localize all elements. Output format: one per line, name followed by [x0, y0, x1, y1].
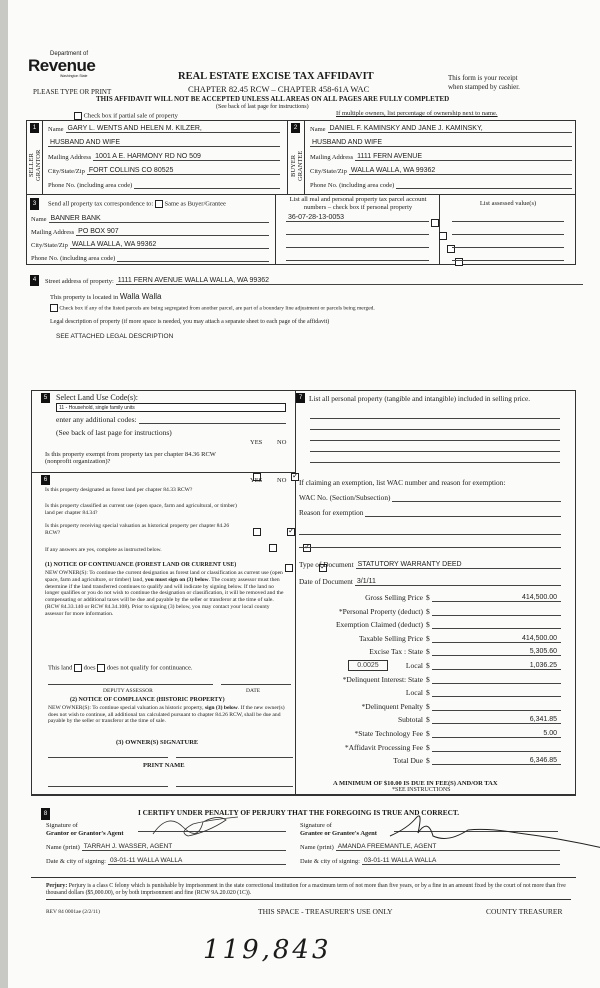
currency-symbol: $ [426, 729, 430, 738]
grantee-date-field[interactable] [362, 856, 560, 865]
currency-symbol: $ [426, 593, 430, 602]
logo-main-text: Revenue [28, 56, 96, 75]
print-name-line-2[interactable] [176, 786, 293, 787]
grantor-name-label: Name (print) [46, 844, 80, 851]
corr-city-label: City/State/Zip [31, 242, 68, 249]
exemption-label: If claiming an exemption, list WAC number and reason for exemption: [299, 478, 506, 487]
located-in-value: Walla Walla [119, 292, 162, 301]
county-treasurer-label: COUNTY TREASURER [486, 907, 563, 916]
corr-mailing-value: PO BOX 907 [78, 228, 119, 235]
amount-field[interactable] [432, 647, 561, 656]
currency-symbol: $ [426, 701, 430, 711]
perjury-bold: Perjury: [46, 883, 68, 889]
correspondence-label: Send all property tax correspondence to: [48, 200, 154, 208]
buyer-name-field[interactable] [328, 124, 572, 133]
amount-row [291, 715, 561, 724]
reason-line[interactable] [299, 547, 561, 548]
amount-value: 414,500.00 [521, 634, 557, 642]
amount-field[interactable] [432, 743, 561, 752]
logo-sub-text: Washington State [60, 74, 88, 78]
amount-field[interactable] [432, 620, 561, 629]
amount-field[interactable] [432, 756, 561, 765]
amount-value: 1,036.25 [529, 662, 557, 669]
parcels-header [278, 196, 438, 212]
section-number-7: 7 [296, 393, 305, 403]
reason-line[interactable] [299, 534, 561, 535]
amount-row [291, 634, 561, 643]
buyer-phone-field[interactable] [396, 180, 572, 189]
partial-sale-checkbox[interactable] [74, 112, 82, 120]
doc-date-value: 3/1/11 [356, 578, 376, 585]
assessed-header: List assessed value(s) [479, 200, 537, 207]
buyer-mailing-label: Mailing Address [310, 154, 354, 161]
land-use-select[interactable]: 11 - Household, single family units [56, 403, 286, 412]
notice1-bold: you must sign on (3) below [145, 576, 209, 583]
grantor-date-label: Date & city of signing: [46, 858, 106, 865]
notice1-text-b: . The county assessor must then determine if the land transferred continues to qualify and will indicate by signing below. If the land no longer qualifies or you do not wish to continue the designation or classification, it will be removed and the compensating or additional taxes will be due and payable by the seller or transferor at the time of sale. (RCW 84.33.140 or RCW 84.34.108). Prior to signing (3) below, you may contact your local county assessor for more information. [45, 576, 284, 617]
amount-label: Taxable Selling Price [358, 633, 423, 643]
parcel-row [286, 239, 429, 248]
no-header: NO [277, 439, 287, 446]
corr-mailing-row [31, 227, 269, 236]
assessor-date-label: DATE [246, 688, 261, 694]
grantee-name-value: AMANDA FREEMANTLE, AGENT [337, 843, 437, 850]
owner-signature-line-1[interactable] [48, 757, 168, 758]
grantee-name-row [300, 842, 560, 851]
seller-name-row [48, 124, 280, 133]
amount-row [291, 647, 561, 656]
yes-header: YES [250, 477, 263, 484]
seller-name-field-2[interactable] [48, 138, 280, 147]
receipt-note-line-2: when stamped by cashier. [448, 83, 520, 91]
deputy-assessor-label: DEPUTY ASSESSOR [103, 688, 153, 694]
currency-symbol: $ [426, 647, 430, 657]
currency-symbol: $ [426, 742, 430, 752]
receipt-note [448, 74, 520, 92]
divider [31, 795, 576, 796]
amount-row [291, 688, 561, 697]
parcel-number-field[interactable] [286, 239, 429, 248]
nonprofit-exempt-no-checkbox[interactable] [291, 473, 299, 481]
notice-continuance-title: (1) NOTICE OF CONTINUANCE (FOREST LAND OR CURRENT USE) [45, 562, 237, 568]
land-use-label: Select Land Use Code(s): [56, 393, 138, 402]
section-number-5: 5 [41, 393, 50, 403]
currency-symbol: $ [426, 756, 430, 766]
reason-row [299, 508, 561, 517]
grantor-date-value: 03-01-11 WALLA WALLA [109, 857, 183, 864]
section6-yes-checkbox[interactable] [269, 544, 277, 552]
affidavit-page [8, 0, 600, 988]
street-address-field[interactable] [116, 276, 583, 285]
amount-field[interactable] [432, 702, 561, 711]
seller-label: SELLER [28, 153, 35, 178]
certify-statement: I CERTIFY UNDER PENALTY OF PERJURY THAT THE FOREGOING IS TRUE AND CORRECT. [138, 808, 460, 817]
amount-field[interactable] [432, 715, 561, 724]
seller-city-label: City/State/Zip [48, 168, 85, 175]
doc-date-field[interactable] [355, 577, 561, 586]
assessed-value-row [452, 213, 564, 222]
corr-mailing-label: Mailing Address [31, 229, 75, 236]
corr-phone-label: Phone No. (including area code) [31, 255, 116, 262]
see-instructions-note: *SEE INSTRUCTIONS [392, 787, 451, 793]
parcel-row [286, 213, 429, 222]
amount-field[interactable] [432, 593, 561, 602]
perjury-note [46, 883, 571, 900]
amount-value: 5,305.60 [529, 648, 557, 656]
receipt-note-line-1: This form is your receipt [448, 74, 518, 82]
currency-symbol: $ [426, 674, 430, 684]
seller-mailing-value: 1001 A E. HARMONY RD NO 509 [95, 153, 201, 160]
same-as-buyer-label: Same as Buyer/Grantee [164, 200, 226, 208]
amount-label: Local [405, 688, 423, 698]
corr-name-label: Name [31, 216, 47, 223]
amount-label: *State Technology Fee [354, 729, 423, 738]
notice2-bold: sign (3) below [204, 705, 238, 711]
notice2-text-a: NEW OWNER(S): To continue special valuation as historic property, [48, 705, 205, 711]
section6-question: Is this property designated as forest land per chapter 84.33 RCW? [45, 487, 193, 493]
grantor-name-row [46, 842, 286, 851]
parcel-number-field[interactable] [286, 226, 429, 235]
section6-question: Is this property classified as current use (open space, farm and agricultural, or timber) land per chapter 84.34? [45, 503, 237, 516]
qualify-row [48, 664, 193, 672]
section6-yes-checkbox[interactable] [285, 564, 293, 572]
form-chapter: CHAPTER 82.45 RCW – CHAPTER 458-61A WAC [188, 84, 370, 94]
amount-field[interactable] [432, 661, 561, 670]
form-revision: REV 84 0001ae (2/2/11) [46, 909, 100, 915]
treasurer-space-label: THIS SPACE - TREASURER'S USE ONLY [258, 907, 393, 916]
form-title: REAL ESTATE EXCISE TAX AFFIDAVIT [178, 71, 374, 82]
personal-property-line[interactable] [310, 418, 560, 419]
deputy-assessor-line[interactable] [48, 684, 213, 685]
amount-value: 5.00 [543, 730, 557, 737]
buyer-city-row [310, 166, 572, 175]
seller-city-field[interactable] [87, 166, 280, 175]
amount-label: Excise Tax : State [369, 647, 423, 657]
section6-no-checkbox[interactable] [303, 544, 311, 552]
grantee-name-label: Name (print) [300, 844, 334, 851]
buyer-name-value: DANIEL F. KAMINSKY AND JANE J. KAMINSKY, [329, 125, 483, 132]
grantor-date-field[interactable] [108, 856, 286, 865]
section-number-6: 6 [41, 475, 50, 485]
buyer-name-field-2[interactable] [310, 138, 572, 147]
amount-label: Gross Selling Price [365, 593, 423, 602]
street-address-row [45, 276, 583, 285]
grantor-date-row [46, 856, 286, 865]
grantee-date-row [300, 856, 560, 865]
same-as-buyer-checkbox[interactable] [155, 200, 163, 208]
currency-symbol: $ [426, 661, 430, 670]
personal-property-line[interactable] [310, 440, 560, 441]
amount-row [291, 593, 561, 602]
notice-compliance-title: (2) NOTICE OF COMPLIANCE (HISTORIC PROPERTY) [70, 697, 225, 703]
amount-value: 6,341.85 [529, 716, 557, 724]
no-header: NO [277, 477, 287, 484]
local-rate-field[interactable]: 0.0025 [348, 660, 388, 671]
buyer-name-row [310, 124, 572, 133]
grantor-signature [148, 812, 248, 842]
seller-mailing-field[interactable] [93, 152, 280, 161]
corr-name-value: BANNER BANK [50, 215, 101, 222]
currency-symbol: $ [426, 606, 430, 616]
grantee-date-value: 03-01-11 WALLA WALLA [363, 857, 437, 864]
amount-label: Local [405, 661, 423, 670]
seller-name-value-2: HUSBAND AND WIFE [50, 139, 121, 146]
does-label: does [83, 664, 96, 672]
minimum-due-note: A MINIMUM OF $10.00 IS DUE IN FEE(S) AND/OR TAX [333, 780, 498, 787]
assessed-value-field[interactable] [452, 252, 564, 261]
doc-type-row [299, 560, 561, 569]
doc-type-label: Type of Document [299, 560, 354, 569]
street-address-value: 1111 FERN AVENUE WALLA WALLA, WA 99362 [117, 277, 269, 284]
assessed-value-row [452, 226, 564, 235]
section-number-8: 8 [41, 808, 50, 820]
buyer-mailing-row [310, 152, 572, 161]
buyer-city-label: City/State/Zip [310, 168, 347, 175]
seller-mailing-row [48, 152, 280, 161]
seller-city-row [48, 166, 280, 175]
doc-date-label: Date of Document [299, 577, 353, 586]
parcel-number-field[interactable] [286, 213, 429, 222]
reason-label: Reason for exemption [299, 508, 364, 517]
grantee-sig-label-1: Signature of [300, 822, 332, 829]
divider [31, 877, 576, 878]
additional-codes-field[interactable] [139, 415, 286, 424]
amount-label: Exemption Claimed (deduct) [335, 620, 423, 630]
amount-row [291, 675, 561, 684]
section6-no-checkbox[interactable] [287, 528, 295, 536]
partial-sale-row [74, 112, 178, 120]
located-in-label: This property is located in [50, 294, 119, 301]
seller-name-field[interactable] [66, 124, 280, 133]
amount-row [291, 607, 561, 616]
personal-property-label: List all personal property (tangible and intangible) included in selling price. [309, 394, 531, 403]
partial-sale-label: Check box if partial sale of property [83, 112, 178, 120]
print-name-line-1[interactable] [48, 786, 168, 787]
assessed-value-row [452, 239, 564, 248]
notice-continuance-text [45, 570, 285, 618]
perjury-text: Perjury is a class C felony which is punishable by imprisonment in the state correctional institution for a maximum term of not more than five years, or by a fine in an amount fixed by the court of not more than five thousand dollars ($5,000.00), or by both imprisonment and fine (RCW 9A.20.020 (1C)). [46, 883, 566, 896]
amount-label: *Affidavit Processing Fee [344, 742, 423, 752]
corr-name-field[interactable] [49, 214, 269, 223]
section6-question: Is this property receiving special valuation as historical property per chapter 84.26 RCW? [45, 523, 230, 536]
parcel-number-value: 36-07-28-13-0053 [288, 214, 345, 221]
divider [275, 194, 276, 265]
personal-property-line[interactable] [310, 429, 560, 430]
see-back-note: (See back of last page for instructions) [216, 104, 309, 110]
corr-phone-row [31, 253, 269, 262]
buyer-mailing-value: 1111 FERN AVENUE [357, 153, 422, 160]
personal-property-checkbox[interactable] [439, 232, 447, 240]
corr-name-row [31, 214, 269, 223]
completion-warning: THIS AFFIDAVIT WILL NOT BE ACCEPTED UNLESS ALL AREAS ON ALL PAGES ARE FULLY COMPLETED [96, 95, 450, 103]
legal-description-label: Legal description of property (if more space is needed, you may attach a separate sheet to each page of the affidavit) [50, 319, 330, 325]
located-in-row [50, 292, 162, 301]
wac-label: WAC No. (Section/Subsection) [299, 493, 391, 502]
additional-codes-label: enter any additional codes: [56, 415, 137, 424]
notice1-text-a: NEW OWNER(S): To continue the current designation as forest land or classification as current use (open space, farm and agriculture, or timber) land, [45, 570, 283, 583]
nonprofit-exempt-question: Is this property exempt from property tax per chapter 84.36 RCW (nonprofit organization)? [45, 451, 216, 465]
grantor-name-value: TARRAH J. WASSER, AGENT [83, 843, 173, 850]
reason-field[interactable] [365, 508, 561, 517]
amount-row [323, 661, 561, 670]
section-number-1: 1 [30, 123, 39, 133]
seller-side-label [28, 138, 42, 193]
corr-phone-field[interactable] [117, 253, 269, 262]
doc-type-value: STATUTORY WARRANTY DEED [357, 561, 462, 568]
buyer-name-value-2: HUSBAND AND WIFE [312, 139, 383, 146]
section-number-2: 2 [291, 123, 300, 133]
grantee-sig-label [300, 822, 377, 838]
this-land-label: This land [48, 664, 73, 672]
currency-symbol: $ [426, 688, 430, 698]
currency-symbol: $ [426, 715, 430, 725]
personal-property-checkbox[interactable] [431, 219, 439, 227]
amount-row [291, 729, 561, 738]
personal-property-line[interactable] [310, 451, 560, 452]
seller-phone-label: Phone No. (including area code) [48, 182, 133, 189]
buyer-city-field[interactable] [349, 166, 572, 175]
divider [31, 472, 296, 473]
corr-mailing-field[interactable] [76, 227, 269, 236]
corr-city-row [31, 240, 269, 249]
corr-city-field[interactable] [70, 240, 269, 249]
yes-header: YES [250, 439, 263, 446]
parcels-header-line-2: numbers – check box if personal property [303, 204, 413, 211]
amount-label: *Delinquent Interest: State [342, 674, 423, 684]
seller-name-label: Name [48, 126, 64, 133]
street-address-label: Street address of property: [45, 278, 114, 285]
does-not-label: does not [106, 664, 129, 672]
currency-symbol: $ [426, 620, 430, 630]
handwritten-receipt-number: 119,843 [203, 935, 332, 965]
assessed-value-row [452, 252, 564, 261]
grantee-label: GRANTEE [297, 150, 304, 182]
owner-signature-line-2[interactable] [176, 757, 293, 758]
segregated-row [50, 304, 375, 312]
notice-compliance-text [48, 705, 288, 725]
assessed-value-field[interactable] [452, 226, 564, 235]
owner-signature-label: (3) OWNER(S) SIGNATURE [116, 739, 199, 746]
amount-field[interactable] [432, 634, 561, 643]
logo-top-text: Department of [50, 51, 89, 57]
grantor-sig-label-1: Signature of [46, 822, 78, 829]
scan-edge [0, 0, 8, 988]
amount-field[interactable] [432, 607, 561, 616]
assessed-value-field[interactable] [452, 239, 564, 248]
section-number-4: 4 [30, 275, 39, 286]
segregated-checkbox[interactable] [50, 304, 58, 312]
amount-field[interactable] [432, 688, 561, 697]
correspondence-header [48, 200, 226, 208]
section6-yes-checkbox[interactable] [253, 528, 261, 536]
notice2-text-b: . If the new owner(s) does not wish to continue, all additional tax calculated pursuant to chapter 84.26 RCW, shall be due and payable by the seller or transferor at the time of sale. [48, 705, 285, 724]
buyer-name-label: Name [310, 126, 326, 133]
print-name-label: PRINT NAME [143, 762, 185, 769]
grantor-label: GRANTOR [35, 149, 42, 182]
qualify-label: qualify for continuance. [130, 664, 193, 672]
seller-name-row-2 [48, 138, 280, 147]
assessor-date-line[interactable] [221, 684, 291, 685]
amount-row [291, 702, 561, 711]
parcels-header-line-1: List all real and personal property tax parcel account [289, 196, 427, 203]
amount-value: 6,346.85 [529, 757, 557, 765]
grantee-name-field[interactable] [336, 842, 560, 851]
wac-row [299, 493, 561, 502]
amount-label: *Delinquent Penalty [361, 701, 423, 711]
grantee-sig-label-2: Grantee or Grantee's Agent [300, 830, 377, 837]
personal-property-line[interactable] [310, 462, 560, 463]
segregated-label: Check box if any of the listed parcels are being segregated from another parcel, are part of a boundary line adjustment or parcels being merged. [59, 305, 375, 312]
grantor-sig-label [46, 822, 124, 838]
amount-row [291, 620, 561, 629]
amount-row [291, 756, 561, 765]
land-use-see-back: (See back of last page for instructions) [56, 428, 172, 437]
does-not-qualify-checkbox[interactable] [97, 664, 105, 672]
does-qualify-checkbox[interactable] [74, 664, 82, 672]
section-number-3: 3 [30, 198, 39, 210]
buyer-side-label [290, 140, 304, 192]
currency-symbol: $ [426, 633, 430, 643]
grantee-date-label: Date & city of signing: [300, 858, 360, 865]
parcel-row [286, 252, 429, 261]
buyer-phone-label: Phone No. (including area code) [310, 182, 395, 189]
amount-label: Total Due [393, 756, 423, 766]
assessed-value-field[interactable] [452, 213, 564, 222]
buyer-label: BUYER [290, 154, 297, 178]
amount-field[interactable] [432, 729, 561, 738]
amount-value: 414,500.00 [521, 594, 557, 601]
amount-row [291, 743, 561, 752]
doc-date-row [299, 577, 561, 586]
if-yes-instruction: If any answers are yes, complete as instructed below. [45, 547, 162, 553]
legal-description-value[interactable]: SEE ATTACHED LEGAL DESCRIPTION [56, 333, 174, 340]
grantor-sig-label-2: Grantor or Grantor's Agent [46, 830, 124, 837]
wac-field[interactable] [392, 493, 561, 502]
seller-name-value: GARY L. WENTS AND HELEN M. KILZER, [67, 125, 202, 132]
additional-codes-row [56, 415, 286, 424]
parcel-row [286, 226, 429, 235]
seller-city-value: FORT COLLINS CO 80525 [88, 167, 174, 174]
amount-field[interactable] [432, 675, 561, 684]
corr-city-value: WALLA WALLA, WA 99362 [71, 241, 157, 248]
grantor-name-field[interactable] [82, 842, 286, 851]
parcel-number-field[interactable] [286, 252, 429, 261]
buyer-mailing-field[interactable] [355, 152, 572, 161]
buyer-city-value: WALLA WALLA, WA 99362 [350, 167, 436, 174]
doc-type-field[interactable] [356, 560, 561, 569]
multiple-owners-note: If multiple owners, list percentage of ownership next to name. [336, 110, 498, 117]
amount-label: *Personal Property (deduct) [338, 606, 423, 616]
please-type-label: PLEASE TYPE OR PRINT [33, 88, 112, 96]
amount-label: Subtotal [397, 715, 423, 725]
seller-mailing-label: Mailing Address [48, 154, 92, 161]
buyer-phone-row [310, 180, 572, 189]
seller-phone-field[interactable] [134, 180, 280, 189]
seller-phone-row [48, 180, 280, 189]
buyer-name-row-2 [310, 138, 572, 147]
